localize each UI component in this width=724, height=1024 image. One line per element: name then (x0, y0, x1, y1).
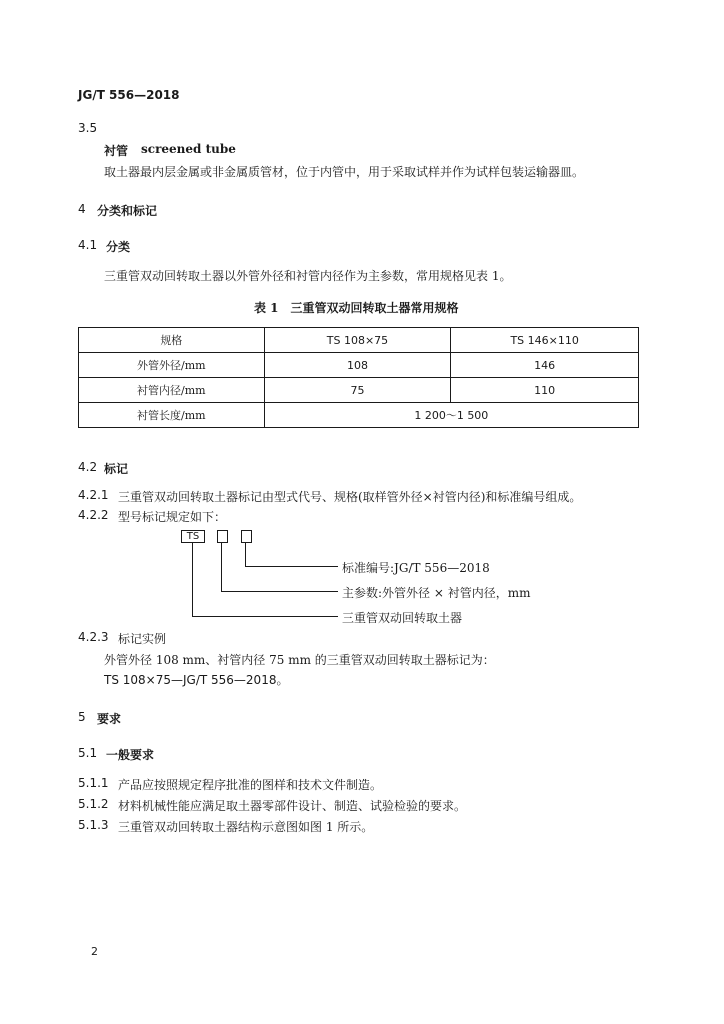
term-definition: 取土器最内层金属或非金属质管材，位于内管中，用于采取试样并作为试样包装运输器皿。 (104, 165, 585, 179)
section-title-5: 要求 (97, 712, 122, 726)
term-english: screened tube (141, 142, 236, 156)
section-text-5-1-1: 产品应按照规定程序批准的图样和技术文件制造。 (118, 778, 383, 792)
section-number-3-5: 3.5 (78, 121, 98, 135)
section-number-4-2: 4.2 (78, 460, 98, 474)
section-number-5-1-1: 5.1.1 (78, 776, 109, 790)
section-title-5-1: 一般要求 (106, 748, 155, 762)
table-row (79, 353, 639, 378)
example-line-2: TS 108×75—JG/T 556—2018。 (104, 673, 289, 687)
type-code-box: TS (181, 530, 205, 543)
table-cell: 75 (264, 378, 451, 403)
term-chinese: 衬管 (104, 144, 129, 158)
connector-line (245, 543, 246, 566)
section-text-5-1-2: 材料机械性能应满足取土器零部件设计、制造、试验检验的要求。 (118, 799, 467, 813)
section-number-5-1-2: 5.1.2 (78, 797, 109, 811)
diagram-label-parameter: 主参数:外管外径 × 衬管内径，mm (342, 586, 531, 600)
section-title-4-1: 分类 (106, 240, 131, 254)
diagram-label-standard: 标准编号:JG/T 556—2018 (342, 561, 490, 575)
section-number-5-1-3: 5.1.3 (78, 818, 109, 832)
table-header-row (79, 328, 639, 353)
section-text-4-2-2: 型号标记规定如下： (118, 510, 227, 524)
section-number-4-2-2: 4.2.2 (78, 508, 109, 522)
page-number: 2 (91, 945, 98, 958)
table-cell: 衬管内径/mm (79, 378, 265, 403)
section-title-4-2-3: 标记实例 (118, 632, 167, 646)
table-cell: 1 200～1 500 (264, 403, 638, 428)
table-header-cell: 规格 (79, 328, 265, 353)
example-line-1: 外管外径 108 mm、衬管内径 75 mm 的三重管双动回转取土器标记为： (104, 653, 495, 667)
table-cell: 146 (451, 353, 639, 378)
spec-table (78, 327, 639, 428)
section-number-4-1: 4.1 (78, 238, 98, 252)
standard-placeholder-box (241, 530, 252, 543)
section-text-5-1-3: 三重管双动回转取土器结构示意图如图 1 所示。 (118, 820, 374, 834)
connector-line (192, 616, 338, 617)
table-cell: 110 (451, 378, 639, 403)
table-caption: 表 1 三重管双动回转取土器常用规格 (254, 301, 459, 315)
section-number-5-1: 5.1 (78, 746, 98, 760)
section-title-4-2: 标记 (104, 462, 129, 476)
table-row (79, 403, 639, 428)
section-number-4-2-3: 4.2.3 (78, 630, 109, 644)
section-title-4: 分类和标记 (97, 204, 158, 218)
section-text-4-2-1: 三重管双动回转取土器标记由型式代号、规格(取样管外径×衬管内径)和标准编号组成。 (118, 490, 582, 504)
table-cell: 外管外径/mm (79, 353, 265, 378)
table-header-cell: TS 146×110 (451, 328, 639, 353)
table-row (79, 378, 639, 403)
connector-line (221, 591, 338, 592)
section-body-4-1: 三重管双动回转取土器以外管外径和衬管内径作为主参数，常用规格见表 1。 (104, 269, 512, 283)
connector-line (245, 566, 338, 567)
document-header: JG/T 556—2018 (78, 88, 180, 102)
diagram-label-type: 三重管双动回转取土器 (342, 611, 463, 625)
section-number-5: 5 (78, 710, 86, 724)
connector-line (192, 543, 193, 616)
connector-line (221, 543, 222, 591)
table-header-cell: TS 108×75 (264, 328, 451, 353)
table-cell: 108 (264, 353, 451, 378)
spec-placeholder-box (217, 530, 228, 543)
section-number-4: 4 (78, 202, 86, 216)
section-number-4-2-1: 4.2.1 (78, 488, 109, 502)
table-cell: 衬管长度/mm (79, 403, 265, 428)
